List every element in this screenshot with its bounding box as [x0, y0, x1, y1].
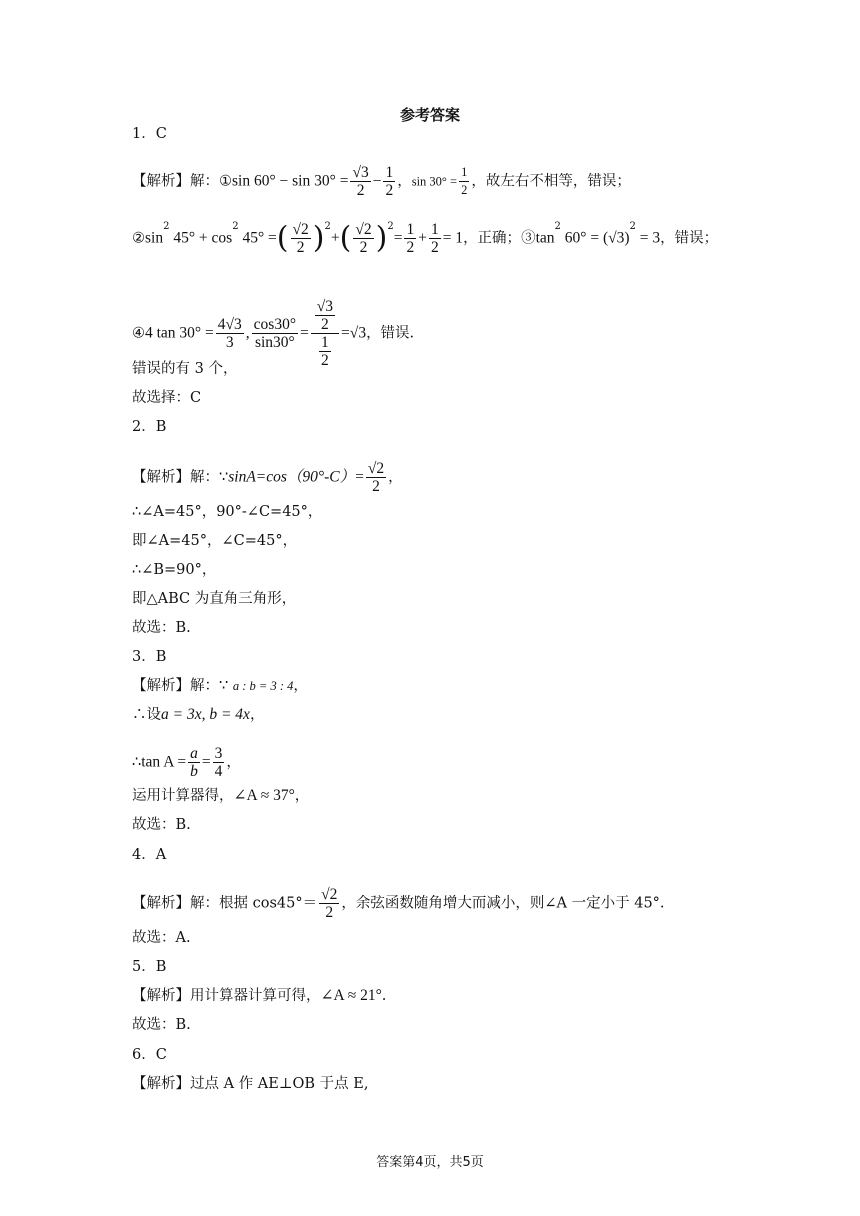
q1-tag: 【解析】解： — [132, 173, 219, 190]
q4-frac: $\frac{√2}{2}$ — [321, 886, 338, 921]
q1-line-3: ④4 tan 30° = $\frac{4√3}{3}$ , $\frac{\cos 30^\circ}{\sin 30^\circ}$ = $\frac{\frac{√3}{2}}{\frac{1}{2}}$ =√3，错误. — [132, 298, 415, 369]
q6-line-1: 【解析】过点 A 作 AE⊥OB 于点 E, — [132, 1076, 369, 1092]
q2-line-3: 即∠A=45°，∠C=45°， — [132, 533, 298, 549]
q1-c2-half-1: $\frac{1}{2}$ — [406, 221, 415, 256]
q2-line-4: ∴∠B=90°， — [132, 562, 217, 578]
page-title: 参考答案 — [399, 106, 460, 124]
q1-c4-marker: ④ — [132, 325, 145, 342]
q1-c1-half: $\frac{1}{2}$ — [385, 164, 394, 199]
q2-choose: 故选：B. — [132, 620, 191, 636]
q1-c1-comma: ， — [397, 173, 412, 190]
q5-choose: 故选：B. — [132, 1017, 191, 1033]
q1-c1-s30: sin 30° = — [411, 174, 458, 189]
q1-line-2: $②\sin^2$ $45^\circ + \cos^2 45^\circ$ =( $\frac{√2}{2}$ )$^2$+( $\frac{√2}{2}$ )$^2$= $\frac{1}{2}$ + $\frac{1}{2}$ = 1，正确；$③\tan^2$ $60^\circ = (√3)^2 = 3$，错误； — [132, 220, 719, 256]
q1-c1-lhs: sin 60° − sin 30° = — [232, 172, 349, 190]
q3-number: 3．B — [132, 649, 167, 665]
q2-line-5: 即△ABC 为直角三角形， — [132, 591, 297, 607]
q4-line-1: 【解析】解：根据 cos45°＝ $\frac{√2}{2}$ ，余弦函数随角增大而减小，则∠A 一定小于 45°. — [132, 886, 665, 921]
q3-line-4: 运用计算器得，∠A ≈ 37°， — [132, 787, 310, 804]
q6-number: 6．C — [132, 1047, 167, 1063]
q1-c4-cos-sin: $\frac{\cos 30^\circ}{\sin 30^\circ}$ — [253, 316, 297, 351]
q3-frac-34: $\frac{3}{4}$ — [214, 745, 223, 780]
q1-c3-marker: ③ — [521, 230, 536, 247]
q1-c1-minus: − — [372, 172, 382, 190]
q1-c4-complex-frac: $\frac{\frac{√3}{2}}{\frac{1}{2}}$ — [311, 298, 339, 369]
q2-number: 2．B — [132, 419, 167, 435]
q2-frac: $\frac{√2}{2}$ — [367, 460, 385, 495]
q1-c2-frac-2: $\frac{√2}{2}$ — [355, 221, 372, 256]
q1-number: 1．C — [132, 126, 167, 142]
q1-c1-marker: ① — [219, 173, 232, 190]
q1-c2-frac-1: $\frac{√2}{2}$ — [292, 221, 309, 256]
q2-line-1: 【解析】解：∵sinA=cos（90°-C）= $\frac{√2}{2}$ ， — [132, 460, 403, 495]
q3-line-2: ∴设a = 3x, b = 4x， — [132, 706, 265, 723]
q1-c1-frac: $\frac{√3}{2}$ — [352, 164, 369, 199]
q3-line-3: ∴tan A = $\frac{a}{b}$ = $\frac{3}{4}$ ， — [132, 745, 241, 780]
q3-choose: 故选：B. — [132, 817, 191, 833]
q1-c2-half-2: $\frac{1}{2}$ — [430, 221, 439, 256]
q4-number: 4．A — [132, 847, 167, 863]
q1-c4-frac: $\frac{4√3}{3}$ — [217, 316, 242, 351]
q2-line-2: ∴∠A=45°，90°-∠C=45°， — [132, 504, 323, 520]
q1-c2-sin: sin — [145, 229, 164, 247]
q5-number: 5．B — [132, 959, 167, 975]
q1-c1-s30-frac: $\frac{1}{2}$ — [461, 165, 468, 197]
q5-line-1: 【解析】用计算器计算可得，∠A ≈ 21°. — [132, 987, 387, 1004]
q3-line-1: 【解析】解：∵ a : b = 3 : 4， — [132, 678, 308, 694]
q1-line-1 — [132, 164, 631, 199]
q3-frac-ab: $\frac{a}{b}$ — [190, 745, 198, 780]
q4-choose: 故选：A. — [132, 930, 191, 946]
q1-c2-marker: ② — [132, 230, 145, 247]
q1-count: 错误的有 3 个， — [132, 361, 238, 377]
q1-choose: 故选择：C — [132, 390, 202, 406]
q1-c1-text: ，故左右不相等，错误； — [471, 173, 631, 190]
page-footer: 答案第4页，共5页 — [376, 1155, 484, 1170]
